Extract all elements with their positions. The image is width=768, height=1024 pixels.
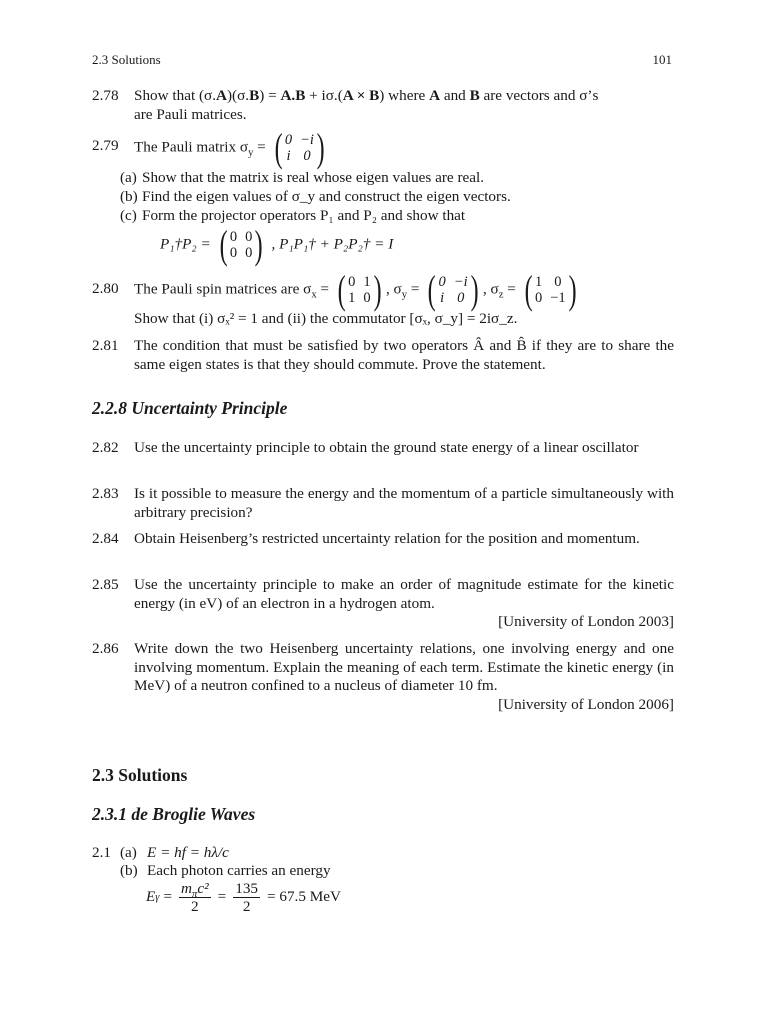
subitem-text: Find the eigen values of σ_y and construct the eigen vectors. [142, 188, 511, 205]
subitem-label: (a) [120, 169, 137, 186]
running-head [92, 51, 672, 70]
problem-2-79 [92, 125, 674, 170]
problem-text: Is it possible to measure the energy and the momentum of a particle simultaneously with arbitrary precision? [134, 485, 674, 521]
matrix-cell: i [440, 290, 445, 306]
problem-source: [University of London 2003] [498, 613, 674, 631]
matrix-cell: 1 [534, 274, 543, 290]
problem-number: 2.85 [92, 576, 119, 593]
vector-a: A [216, 87, 227, 104]
problem-text [134, 87, 674, 124]
left-paren: ( [524, 267, 533, 312]
matrix-cell: 0 [229, 229, 238, 245]
matrix-cell: i [286, 148, 291, 164]
text-run: m [181, 880, 193, 897]
text-run: are Pauli matrices. [134, 105, 247, 123]
text-run: )(σ. [226, 87, 250, 104]
text-run: ) = [259, 87, 281, 104]
left-paren: ( [337, 267, 346, 312]
problem-2-78 [92, 87, 674, 124]
matrix-cell: 1 [348, 290, 356, 306]
problem-number: 2.83 [92, 485, 119, 502]
text-run: = [316, 280, 333, 298]
solution-b-label: (b) [120, 862, 138, 879]
vector-b: B [469, 87, 480, 104]
problem-number: 2.86 [92, 640, 119, 657]
fraction-value [233, 880, 260, 915]
subitem-label: (c) [120, 207, 137, 224]
subitem-a [120, 169, 680, 188]
subitem-text: Show that the matrix is real whose eigen values are real. [142, 169, 485, 186]
problem-text: Obtain Heisenberg’s restricted uncertainty relation for the position and momentum. [134, 530, 640, 547]
matrix-cell: 0 [348, 274, 356, 290]
right-paren: ) [373, 267, 382, 312]
cross-product: A × B [342, 87, 380, 104]
subitem-b [120, 188, 680, 207]
fraction-denominator: 2 [242, 898, 251, 915]
matrix-cell: −1 [550, 290, 566, 306]
problem-text [134, 576, 674, 632]
vector-b: B [249, 87, 260, 104]
right-paren: ) [255, 222, 264, 267]
matrix-cell: −i [300, 132, 314, 148]
problem-2-80 [92, 267, 674, 312]
equation-lhs: E [146, 888, 156, 906]
right-paren: ) [316, 125, 325, 170]
matrix-grid [285, 132, 314, 164]
text-run: , σ [385, 280, 402, 298]
matrix-cell: 0 [363, 290, 371, 306]
subscript: x [311, 289, 317, 301]
subitem-label: (b) [120, 188, 138, 205]
matrix-grid [535, 274, 566, 306]
problem-number: 2.81 [92, 337, 119, 354]
matrix-cell: 0 [457, 290, 465, 306]
matrix-grid [230, 229, 253, 261]
text-run: = [503, 280, 520, 298]
pauli-z-matrix [522, 267, 579, 312]
vector-a: A [429, 87, 441, 104]
right-paren: ) [470, 267, 479, 312]
problem-number: 2.80 [92, 280, 119, 297]
solution-b-text: Each photon carries an energy [147, 862, 331, 879]
problem-2-84 [92, 530, 674, 549]
problem-source: [University of London 2006] [498, 695, 674, 713]
problem-text: The condition that must be satisfied by two operators Â and B̂ if they are to share the same eigen states is that they should commute. Prove the statement. [134, 337, 674, 373]
text-run: are vectors and σ’s [479, 87, 599, 104]
section-heading-solutions: 2.3 Solutions [92, 765, 188, 785]
text-run: Show that (σ. [134, 87, 217, 104]
problem-2-86 [92, 640, 674, 714]
subitem-c [120, 207, 680, 226]
zero-matrix [217, 222, 266, 267]
matrix-grid [348, 274, 371, 306]
text-run: + iσ.( [305, 87, 343, 104]
solution-number: 2.1 [92, 844, 111, 861]
equals-sign: = [163, 888, 173, 906]
fraction-mass [179, 880, 211, 915]
problem-text [134, 267, 674, 312]
text-run: c² [197, 880, 209, 897]
dot-product: A.B [280, 87, 306, 104]
matrix-cell: 0 [245, 245, 253, 261]
subitem-text: Form the projector operators P₁ and P₂ and show that [142, 207, 466, 224]
subscript: π [192, 889, 198, 901]
subscript: y [401, 289, 408, 301]
matrix-cell: 0 [554, 274, 562, 290]
problem-2-81 [92, 337, 674, 374]
text-run: The Pauli spin matrices are σ [134, 280, 312, 298]
subscript: y [248, 147, 254, 159]
left-paren: ( [427, 267, 436, 312]
problem-text-body: Use the uncertainty principle to make an order of magnitude estimate for the kinetic energy (in eV) of an electron in a hydrogen atom. [134, 576, 674, 612]
equation-rhs: , P₁P₁† + P₂P₂† = I [271, 235, 394, 253]
text-run: and [440, 87, 470, 104]
problem-number: 2.84 [92, 530, 119, 547]
fraction-numerator [179, 880, 211, 901]
problem-2-83 [92, 485, 674, 522]
pauli-y-matrix [425, 267, 481, 312]
problem-2-82 [92, 439, 674, 458]
left-paren: ( [219, 222, 228, 267]
pauli-y-matrix [272, 125, 328, 170]
problem-2-80-line2: Show that (i) σₓ² = 1 and (ii) the commutator [σₓ, σ_y] = 2iσ_z. [134, 310, 518, 327]
matrix-cell: 0 [284, 132, 293, 148]
text-run: = [253, 138, 270, 156]
equation-result: = 67.5 MeV [267, 888, 341, 906]
text-run: , σ [482, 280, 499, 298]
solution-a-label: (a) [120, 844, 137, 861]
problem-text [134, 640, 674, 714]
subscript: z [498, 289, 504, 301]
matrix-grid [439, 274, 468, 306]
subsection-heading-de-broglie: 2.3.1 de Broglie Waves [92, 804, 256, 824]
matrix-cell: 0 [229, 245, 238, 261]
text-run: The Pauli matrix σ [134, 138, 249, 156]
problem-number: 2.79 [92, 137, 119, 154]
pauli-x-matrix [335, 267, 384, 312]
problem-number: 2.78 [92, 87, 119, 104]
matrix-cell: 0 [245, 229, 253, 245]
matrix-cell: 1 [363, 274, 371, 290]
running-head-section: 2.3 Solutions [92, 52, 161, 67]
equation-lhs: P₁†P₂ = [160, 235, 215, 253]
fraction-denominator: 2 [191, 898, 199, 915]
problem-text [134, 125, 674, 170]
problem-number: 2.82 [92, 439, 119, 456]
left-paren: ( [274, 125, 283, 170]
matrix-cell: 0 [303, 148, 311, 164]
problem-2-85 [92, 576, 674, 632]
matrix-cell: 0 [438, 274, 446, 290]
fraction-numerator: 135 [235, 880, 258, 897]
section-heading-uncertainty: 2.2.8 Uncertainty Principle [92, 398, 288, 418]
matrix-cell: −i [453, 274, 468, 290]
matrix-cell: 0 [534, 290, 543, 306]
projector-equation [160, 222, 394, 267]
page-number: 101 [652, 52, 672, 67]
photon-energy-equation: E γ = $\frac{m_\pi c^2}{2}$ = $\frac{135}{2}$ = 67.5 MeV [146, 880, 341, 915]
right-paren: ) [568, 267, 577, 312]
solution-a-text: E = hf = hλ/c [147, 844, 229, 861]
problem-text-body: Write down the two Heisenberg uncertainty relations, one involving energy and one involving momentum. Explain the meaning of each term. Estimate the kinetic energy (in MeV) of a neutron confined to a nucleus of diameter 10 fm. [134, 640, 674, 695]
text-run: = [407, 280, 424, 298]
problem-text: Use the uncertainty principle to obtain the ground state energy of a linear oscillator [134, 439, 639, 456]
text-run: ) where [379, 87, 430, 104]
equals-sign: = [217, 888, 227, 906]
